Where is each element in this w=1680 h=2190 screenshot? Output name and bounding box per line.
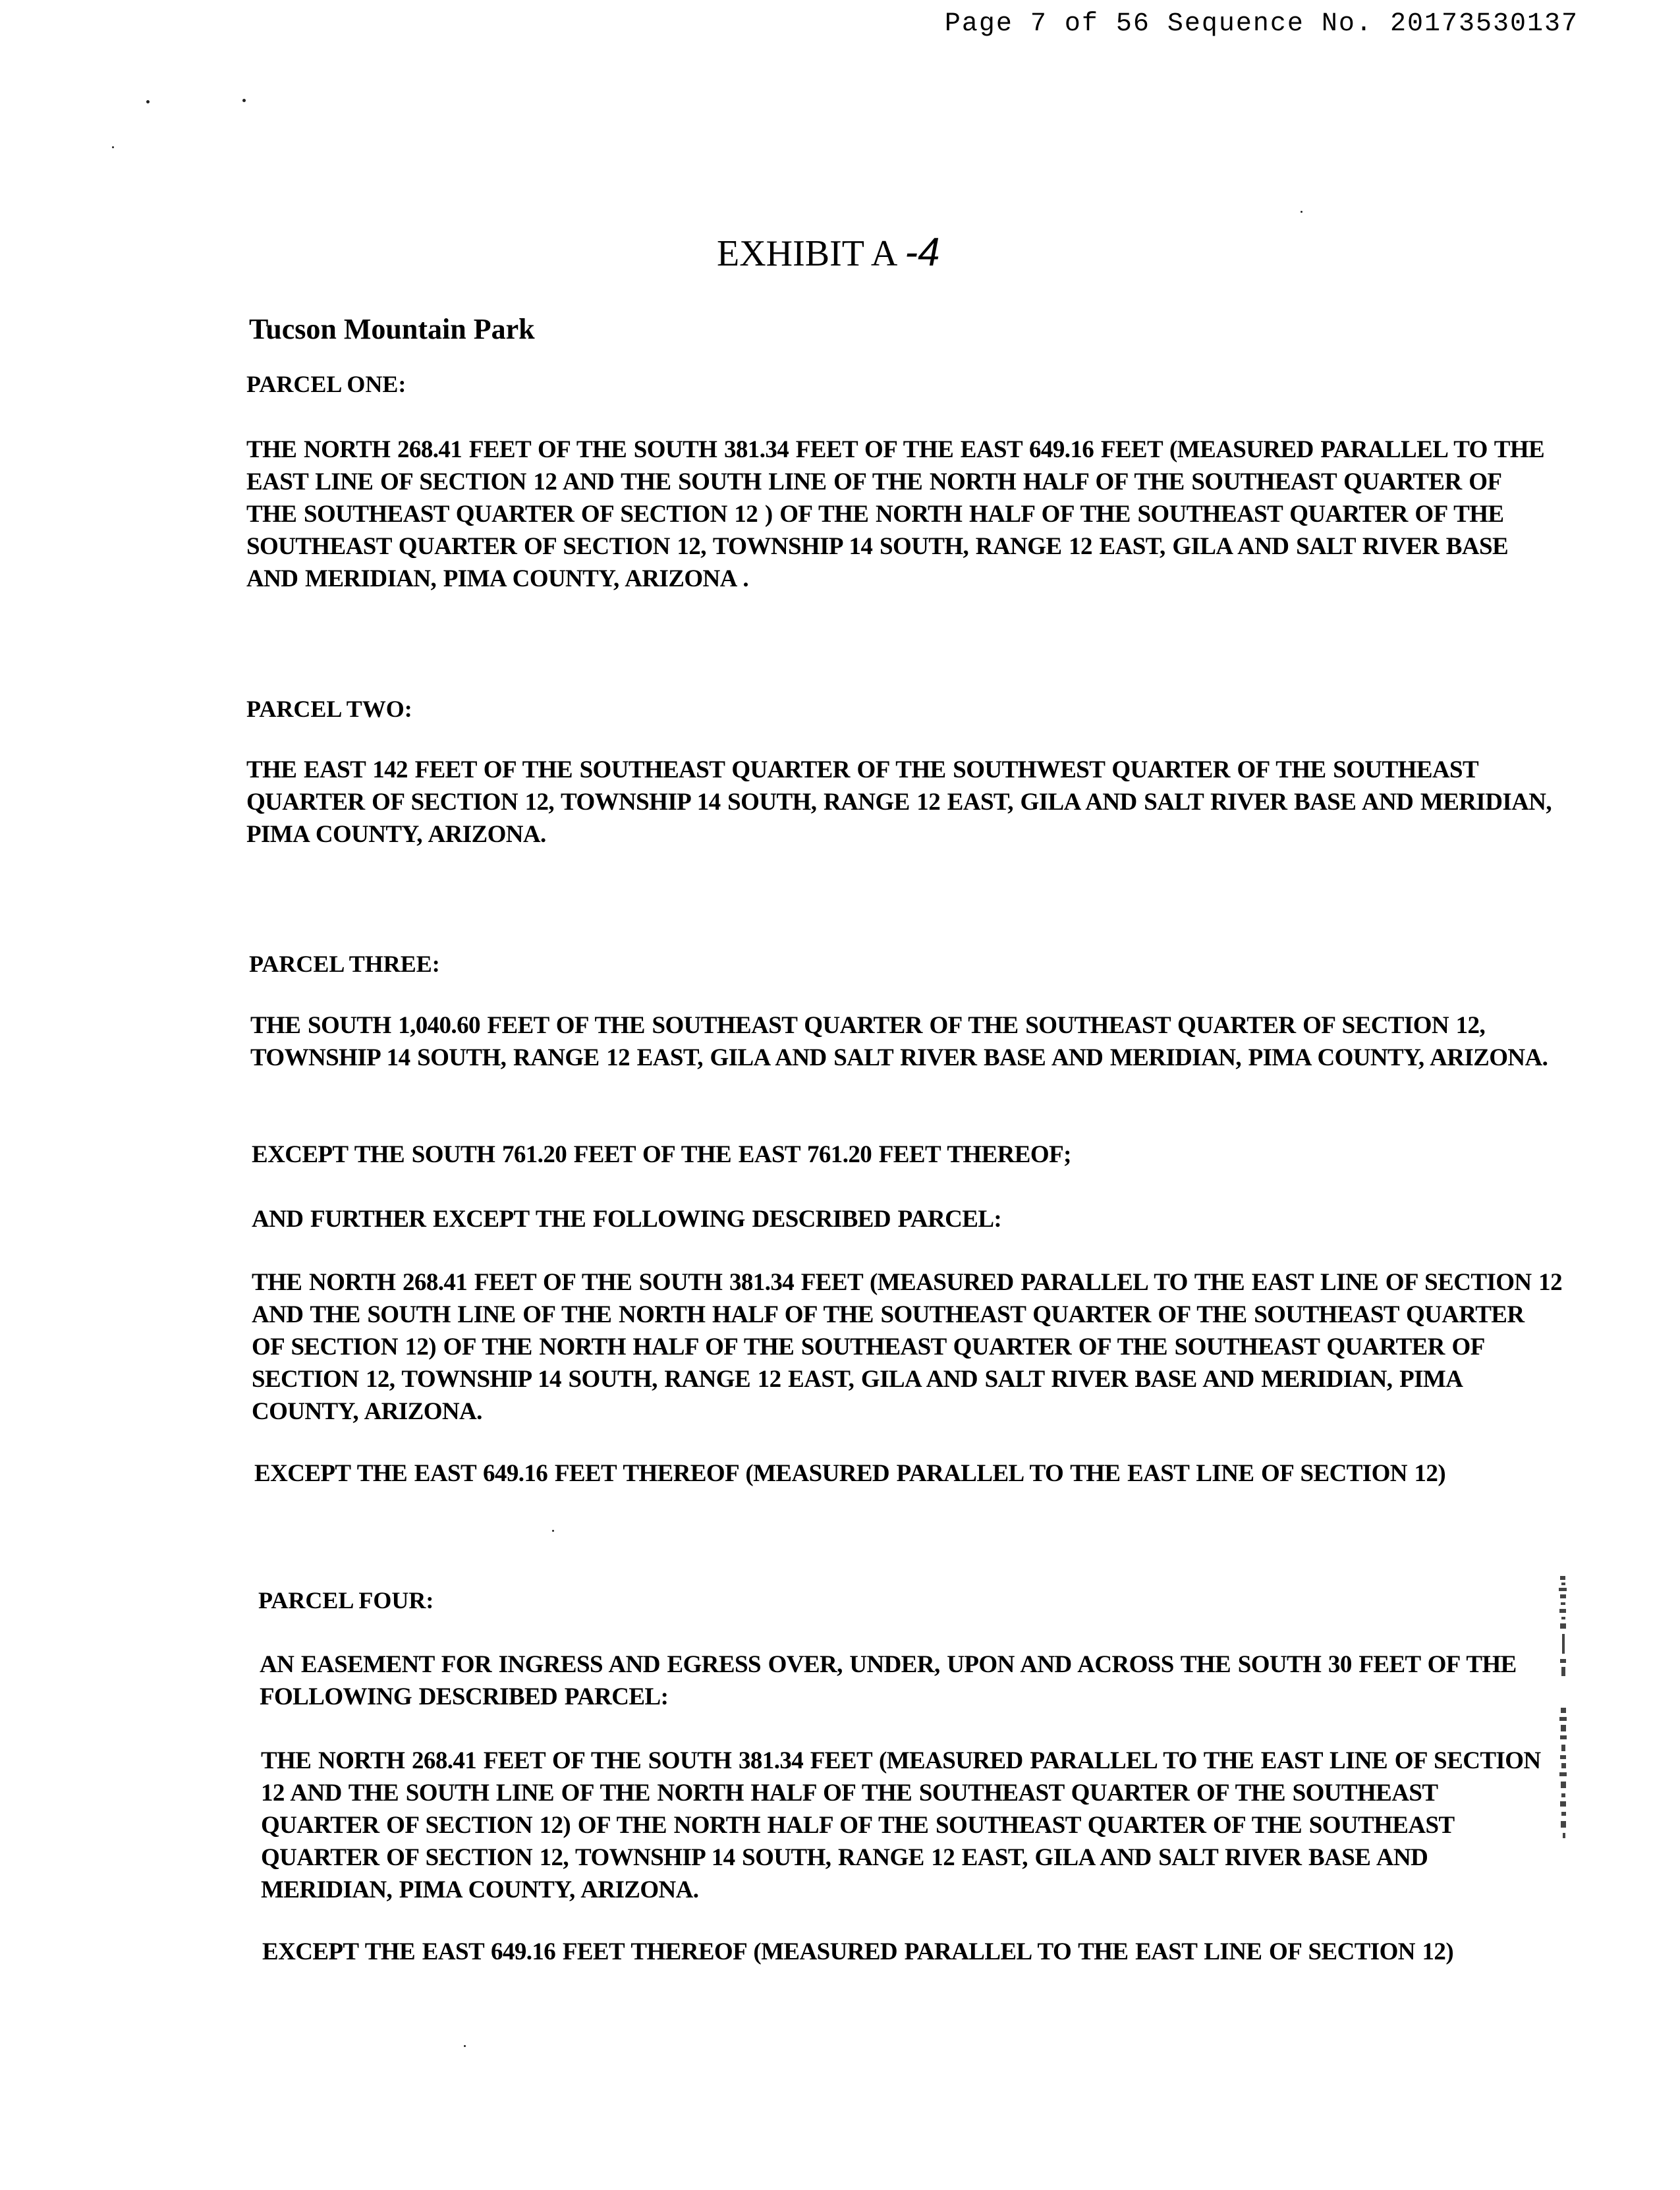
parcel-one-description: THE NORTH 268.41 FEET OF THE SOUTH 381.34 FEET OF THE EAST 649.16 FEET (MEASURED PARALLEL TO THE EAST LINE OF SECTION 12 AND THE SOUTH LINE OF THE NORTH HALF OF THE SOUTHEAST QUARTER OF THE SOUTHEAST QUARTER OF SECTION 12 ) OF THE NORTH HALF OF THE SOUTHEAST QUARTER OF THE SOUTHEAST QUARTER OF SECTION 12, TOWNSHIP 14 SOUTH, RANGE 12 EAST, GILA AND SALT RIVER BASE AND MERIDIAN, PIMA COUNTY, ARIZONA . [246, 436, 1545, 592]
parcel-three-excluded-parcel: THE NORTH 268.41 FEET OF THE SOUTH 381.34 FEET (MEASURED PARALLEL TO THE EAST LINE OF SECTION 12 AND THE SOUTH LINE OF THE NORTH HALF OF THE SOUTHEAST QUARTER OF THE SOUTHEAST QUARTER OF SECTION 12) OF THE NORTH HALF OF THE SOUTHEAST QUARTER OF THE SOUTHEAST QUARTER OF SECTION 12, TOWNSHIP 14 SOUTH, RANGE 12 EAST, GILA AND SALT RIVER BASE AND MERIDIAN, PIMA COUNTY, ARIZONA. [252, 1269, 1562, 1425]
exhibit-number: -4 [905, 230, 940, 274]
scan-speck [146, 100, 150, 103]
parcel-four-heading: PARCEL FOUR: [258, 1587, 434, 1614]
exhibit-title [717, 229, 940, 275]
parcel-four-exception: EXCEPT THE EAST 649.16 FEET THEREOF (MEASURED PARALLEL TO THE EAST LINE OF SECTION 12) [262, 1938, 1454, 1965]
parcel-four-described-parcel: THE NORTH 268.41 FEET OF THE SOUTH 381.34 FEET (MEASURED PARALLEL TO THE EAST LINE OF SECTION 12 AND THE SOUTH LINE OF THE NORTH HALF OF THE SOUTHEAST QUARTER OF THE SOUTHEAST QUARTER OF SECTION 12) OF THE NORTH HALF OF THE SOUTHEAST QUARTER OF THE SOUTHEAST QUARTER OF SECTION 12, TOWNSHIP 14 SOUTH, RANGE 12 EAST, GILA AND SALT RIVER BASE AND MERIDIAN, PIMA COUNTY, ARIZONA. [261, 1747, 1541, 1903]
parcel-three-heading: PARCEL THREE: [249, 951, 440, 977]
parcel-three-excluded-parcel-exception: EXCEPT THE EAST 649.16 FEET THEREOF (MEASURED PARALLEL TO THE EAST LINE OF SECTION 12) [254, 1460, 1446, 1487]
parcel-two-description: THE EAST 142 FEET OF THE SOUTHEAST QUARTER OF THE SOUTHWEST QUARTER OF THE SOUTHEAST QUARTER OF SECTION 12, TOWNSHIP 14 SOUTH, RANGE 12 EAST, GILA AND SALT RIVER BASE AND MERIDIAN, PIMA COUNTY, ARIZONA. [246, 756, 1552, 848]
parcel-three-further-exception: AND FURTHER EXCEPT THE FOLLOWING DESCRIBED PARCEL: [252, 1206, 1002, 1233]
scan-speck [464, 2045, 466, 2047]
scan-speck [112, 146, 114, 148]
recorder-stamp-mark [1554, 1576, 1573, 1853]
parcel-four-easement: AN EASEMENT FOR INGRESS AND EGRESS OVER, UNDER, UPON AND ACROSS THE SOUTH 30 FEET OF THE FOLLOWING DESCRIBED PARCEL: [260, 1651, 1517, 1710]
parcel-one-heading: PARCEL ONE: [246, 371, 406, 397]
parcel-three-description: THE SOUTH 1,040.60 FEET OF THE SOUTHEAST QUARTER OF THE SOUTHEAST QUARTER OF SECTION 12, TOWNSHIP 14 SOUTH, RANGE 12 EAST, GILA AND SALT RIVER BASE AND MERIDIAN, PIMA COUNTY, ARIZONA. [250, 1012, 1548, 1071]
exhibit-title-text: EXHIBIT A [717, 233, 896, 274]
scan-speck [242, 99, 246, 102]
parcel-two-heading: PARCEL TWO: [246, 696, 412, 722]
scan-speck [1301, 211, 1302, 213]
page-sequence-header: Page 7 of 56 Sequence No. 20173530137 [944, 9, 1579, 39]
scan-speck [552, 1530, 554, 1532]
parcel-three-exception: EXCEPT THE SOUTH 761.20 FEET OF THE EAST 761.20 FEET THEREOF; [252, 1141, 1071, 1168]
park-name: Tucson Mountain Park [249, 313, 535, 345]
